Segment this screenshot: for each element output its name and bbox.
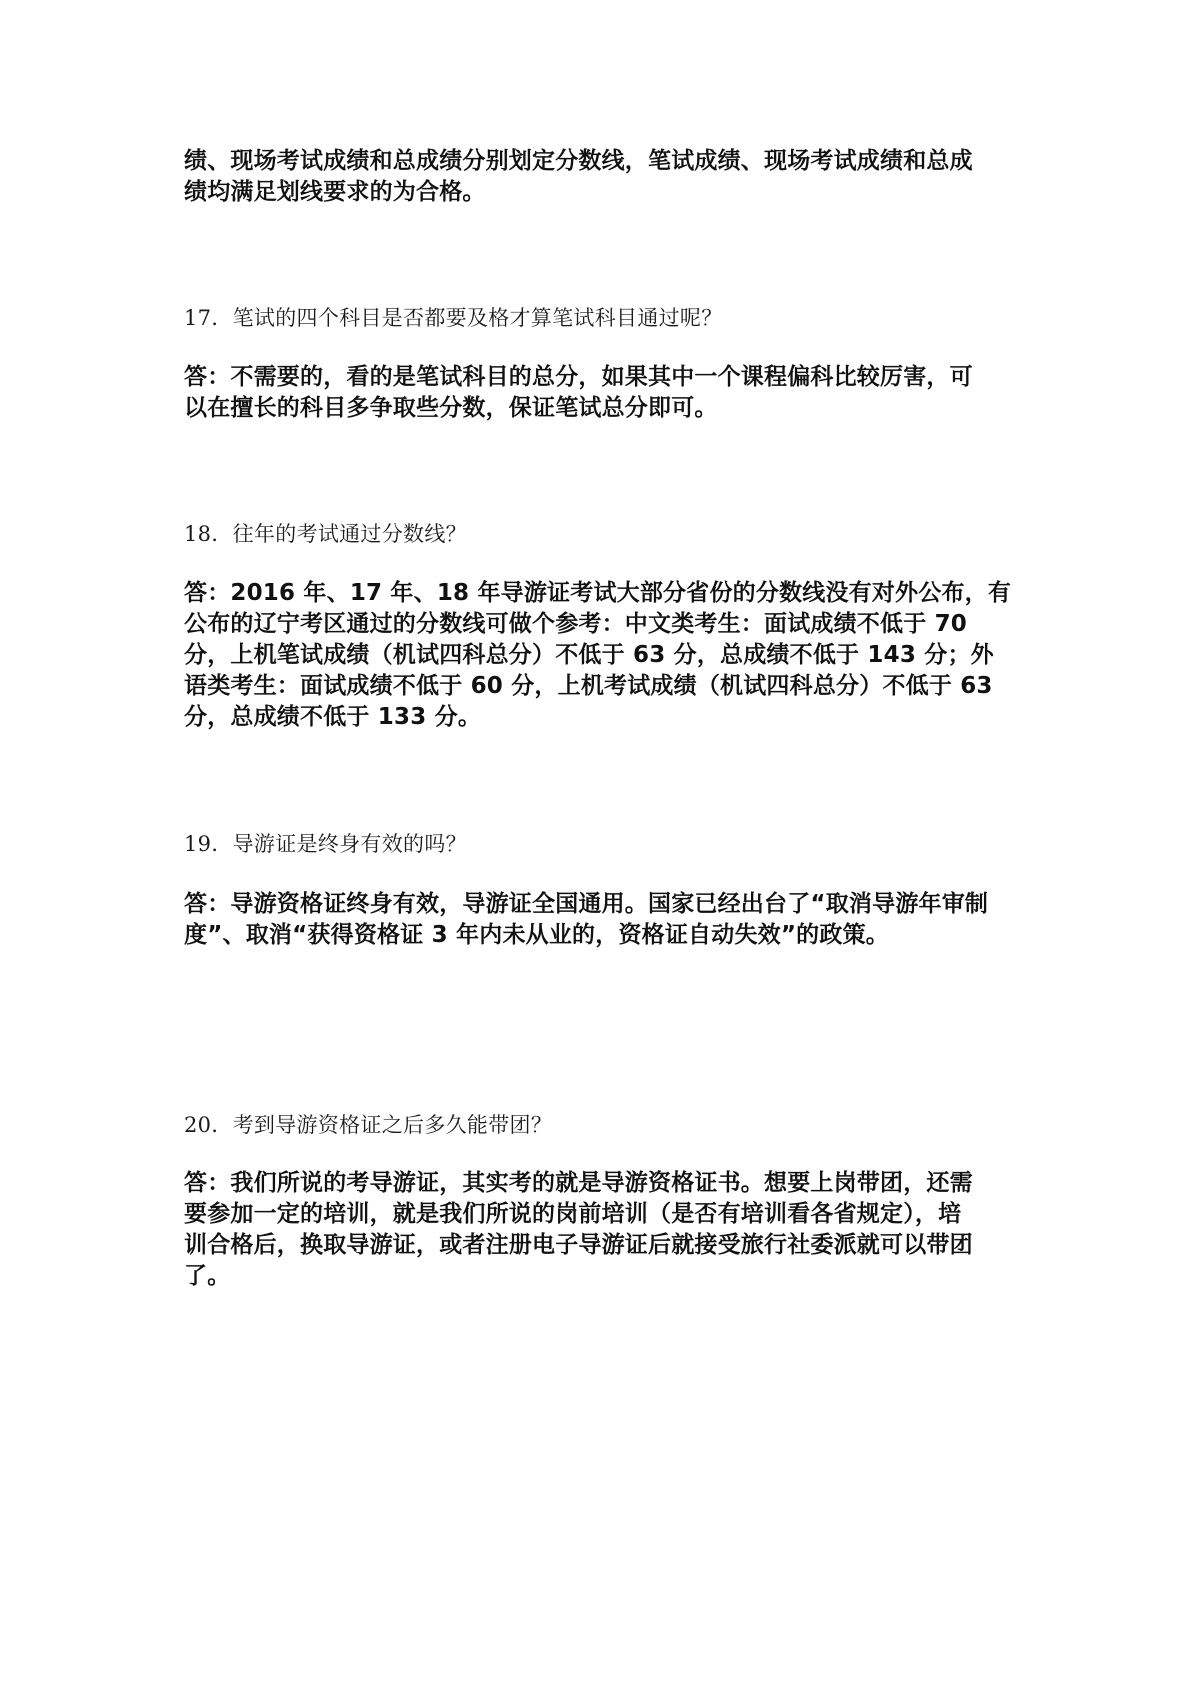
continuation-paragraph <box>184 146 1034 208</box>
paragraph-line: 公布的辽宁考区通过的分数线可做个参考：中文类考生：面试成绩不低于 70 <box>184 611 968 637</box>
question-17: 17．笔试的四个科目是否都要及格才算笔试科目通过呢？ <box>184 306 723 330</box>
answer-17 <box>184 362 1034 424</box>
paragraph-line: 绩、现场考试成绩和总成绩分别划定分数线，笔试成绩、现场考试成绩和总成 <box>184 148 973 174</box>
question-19: 19．导游证是终身有效的吗？ <box>184 832 467 856</box>
paragraph-line: 要参加一定的培训，就是我们所说的岗前培训（是否有培训看各省规定），培 <box>184 1201 962 1227</box>
paragraph-line: 分，总成绩不低于 133 分。 <box>184 704 482 730</box>
answer-20 <box>184 1168 1034 1292</box>
answer-18 <box>184 578 1034 733</box>
paragraph-line: 答：我们所说的考导游证，其实考的就是导游资格证书。想要上岗带团，还需 <box>184 1170 973 1196</box>
paragraph-line: 分，上机笔试成绩（机试四科总分）不低于 63 分，总成绩不低于 143 分；外 <box>184 642 994 668</box>
question-20: 20．考到导游资格证之后多久能带团？ <box>184 1113 553 1137</box>
paragraph-line: 答：2016 年、17 年、18 年导游证考试大部分省份的分数线没有对外公布，有 <box>184 580 1012 606</box>
paragraph-line: 绩均满足划线要求的为合格。 <box>184 179 486 205</box>
paragraph-line: 度”、取消“获得资格证 3 年内未从业的，资格证自动失效”的政策。 <box>184 922 889 948</box>
paragraph-line: 答：导游资格证终身有效，导游证全国通用。国家已经出台了“取消导游年审制 <box>184 891 989 917</box>
paragraph-line: 了。 <box>184 1263 231 1289</box>
paragraph-line: 答：不需要的，看的是笔试科目的总分，如果其中一个课程偏科比较厉害，可 <box>184 364 973 390</box>
paragraph-line: 训合格后，换取导游证，或者注册电子导游证后就接受旅行社委派就可以带团 <box>184 1232 973 1258</box>
paragraph-line: 以在擅长的科目多争取些分数，保证笔试总分即可。 <box>184 395 718 421</box>
paragraph-line: 语类考生：面试成绩不低于 60 分，上机考试成绩（机试四科总分）不低于 63 <box>184 673 993 699</box>
answer-19 <box>184 889 1034 951</box>
question-18: 18．往年的考试通过分数线？ <box>184 522 467 546</box>
